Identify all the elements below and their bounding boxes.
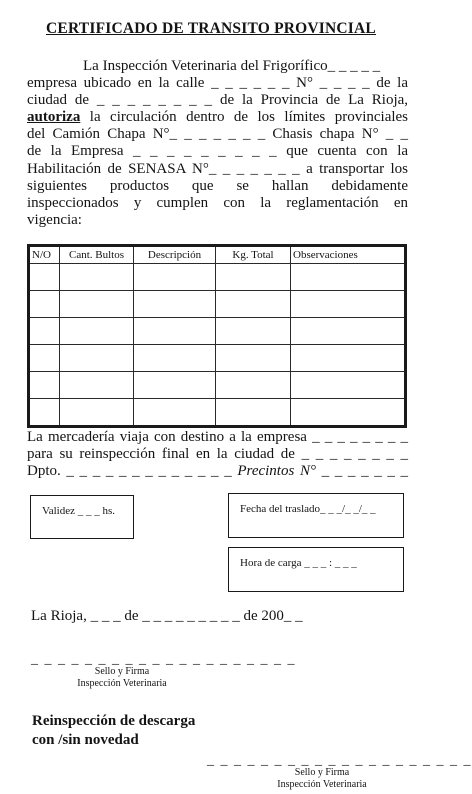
goods-table [27, 244, 407, 428]
place-date-line: La Rioja, _ _ _ de _ _ _ _ _ _ _ _ _ de 200_ _ [31, 608, 303, 624]
table-cell[interactable] [29, 372, 60, 399]
table-row [29, 345, 406, 372]
column-header-descripcion: Descripción [134, 246, 216, 264]
table-cell[interactable] [134, 372, 216, 399]
table-cell[interactable] [291, 399, 406, 427]
authorize-word: autoriza [27, 109, 81, 126]
table-row [29, 318, 406, 345]
table-cell[interactable] [29, 291, 60, 318]
reinspection-line-1: Reinspección de descarga [32, 713, 196, 729]
table-cell[interactable] [216, 372, 291, 399]
table-cell[interactable] [29, 399, 60, 427]
intro-line-4-rest: la circulación dentro de los límites provinciales [89, 109, 409, 126]
table-cell[interactable] [216, 345, 291, 372]
table-cell[interactable] [291, 345, 406, 372]
table-cell[interactable] [60, 345, 134, 372]
hora-carga-label: Hora de carga _ _ _ : _ _ _ [240, 557, 357, 569]
intro-line-3-b: de la Provincia de La Rioja, [219, 92, 409, 109]
intro-line-6-b: que cuenta con la [286, 143, 409, 160]
reinspection-line-2: con /sin novedad [32, 732, 139, 748]
table-row [29, 372, 406, 399]
fecha-traslado-box[interactable] [228, 493, 404, 538]
intro-line-5-a: del Camión Chapa N°_ _ _ _ _ _ _ [27, 126, 266, 143]
certificate-title: CERTIFICADO DE TRANSITO PROVINCIAL [46, 20, 376, 37]
intro-line-2-a: empresa ubicado en la calle [27, 75, 205, 92]
table-cell[interactable] [60, 372, 134, 399]
table-cell[interactable] [134, 291, 216, 318]
intro-line-5-b: Chasis chapa N° _ _ [272, 126, 409, 143]
sello-firma-label: Sello y Firma [94, 666, 150, 677]
intro-line-10: vigencia: [27, 211, 82, 228]
table-cell[interactable] [29, 318, 60, 345]
intro-line-6-a: de la Empresa _ _ _ _ _ _ _ _ _ [27, 143, 277, 160]
table-cell[interactable] [291, 291, 406, 318]
column-header-kg: Kg. Total [216, 246, 291, 264]
precintos-field: _ _ _ _ _ _ _ [321, 463, 409, 480]
table-row [29, 264, 406, 291]
intro-line-6 [27, 143, 408, 160]
destination-line-3 [27, 463, 408, 480]
table-cell[interactable] [134, 318, 216, 345]
fecha-traslado-label: Fecha del traslado_ _ _/_ _/_ _ [240, 503, 376, 515]
table-cell[interactable] [216, 318, 291, 345]
table-cell[interactable] [291, 318, 406, 345]
table-cell[interactable] [134, 264, 216, 291]
inspeccion-label: Inspección Veterinaria [77, 678, 167, 689]
intro-line-1: La Inspección Veterinaria del Frigorífico_ _ _ _ _ [83, 58, 381, 74]
table-cell[interactable] [216, 399, 291, 427]
table-cell[interactable] [29, 345, 60, 372]
table-cell[interactable] [60, 291, 134, 318]
intro-line-8: siguientes productos que se hallan debidamente [27, 177, 408, 194]
inspeccion-label-2: Inspección Veterinaria [277, 779, 367, 790]
intro-line-9: inspeccionados y cumplen con la reglamentación en [27, 194, 408, 211]
signature-line-1: _ _ _ _ _ _ _ _ _ _ _ _ _ _ _ _ _ _ _ _ [31, 652, 296, 667]
table-cell[interactable] [291, 372, 406, 399]
table-cell[interactable] [216, 291, 291, 318]
column-header-observaciones: Observaciones [291, 246, 406, 264]
goods-table-header [29, 246, 406, 264]
intro-line-2-c: _ _ _ _ de la [319, 75, 408, 92]
signature-caption-1 [62, 666, 182, 690]
table-cell[interactable] [29, 264, 60, 291]
column-header-bultos: Cant. Bultos [60, 246, 134, 264]
table-cell[interactable] [60, 264, 134, 291]
intro-line-7 [27, 161, 408, 178]
intro-line-3-a: ciudad de _ _ _ _ _ _ _ _ [27, 92, 213, 109]
intro-line-4 [27, 109, 408, 126]
intro-line-7-b: a transportar los [306, 160, 409, 177]
precintos-label: Precintos N° [237, 463, 316, 480]
hora-carga-box[interactable] [228, 547, 404, 592]
signature-caption-2 [262, 767, 382, 791]
destination-line-1: La mercadería viaja con destino a la empresa _ _ _ _ _ _ _ _ [27, 429, 408, 445]
destination-paragraph [27, 429, 408, 480]
intro-line-7-a: Habilitación de SENASA N°_ _ _ _ _ _ _ [27, 160, 300, 177]
table-cell[interactable] [291, 264, 406, 291]
intro-line-2 [27, 75, 408, 92]
table-cell[interactable] [134, 345, 216, 372]
intro-paragraph [27, 58, 408, 229]
destination-line-2: para su reinspección final en la ciudad de _ _ _ _ _ _ _ _ [27, 446, 408, 463]
table-cell[interactable] [134, 399, 216, 427]
column-header-no: N/O [29, 246, 60, 264]
table-cell[interactable] [60, 318, 134, 345]
table-cell[interactable] [216, 264, 291, 291]
signature-line-2: _ _ _ _ _ _ _ _ _ _ _ _ _ _ _ _ _ _ _ _ [207, 753, 472, 768]
validez-box[interactable] [30, 495, 134, 539]
reinspection-heading [32, 712, 195, 750]
validez-label: Validez _ _ _ hs. [42, 505, 116, 517]
intro-line-2-b: _ _ _ _ _ _ N° [211, 75, 313, 92]
sello-firma-label-2: Sello y Firma [294, 767, 350, 778]
table-row [29, 399, 406, 427]
intro-line-5 [27, 126, 408, 143]
table-row [29, 291, 406, 318]
dpto-field: Dpto. _ _ _ _ _ _ _ _ _ _ _ _ _ [27, 463, 232, 480]
intro-line-3 [27, 92, 408, 109]
table-cell[interactable] [60, 399, 134, 427]
